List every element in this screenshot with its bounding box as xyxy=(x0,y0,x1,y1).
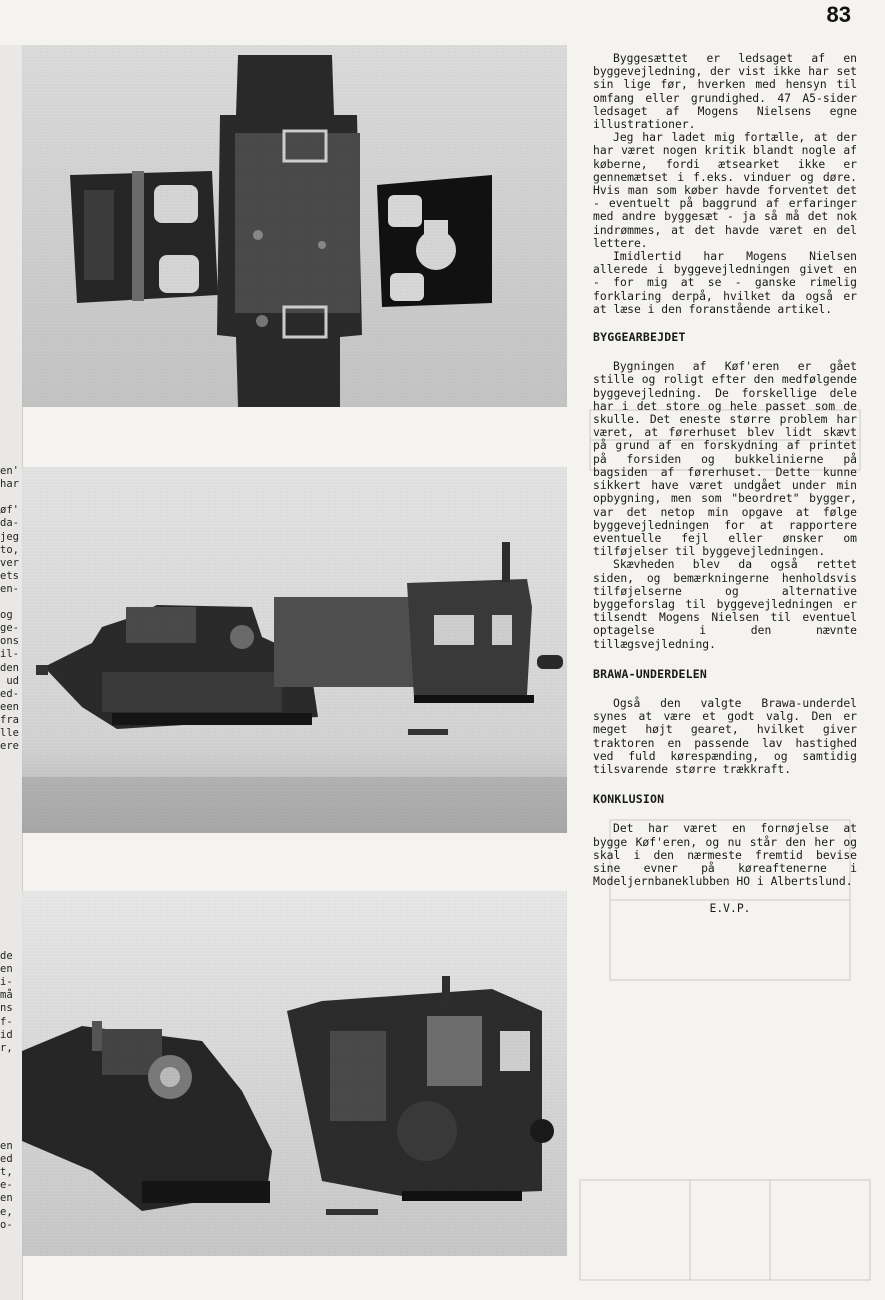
margin-fragment: og xyxy=(0,609,13,622)
margin-fragment: to, xyxy=(0,543,19,556)
section-heading-konklusion: KONKLUSION xyxy=(593,792,665,807)
section-heading-byggearbejdet: BYGGEARBEJDET xyxy=(593,330,686,345)
margin-fragment: t, xyxy=(0,1166,13,1179)
article-column xyxy=(593,52,857,916)
margin-fragment: f- xyxy=(0,1015,13,1028)
byggearbejdet-paragraph-2: Skævheden blev da også rettet siden, og bemærkningerne henholdsvis tilføjelserne og alternative byggeforslag til byggevejledningen er tilsendt Mogens Nielsen til eventuel optagelse i den nævnte tillægsvejledning. xyxy=(593,557,857,651)
margin-fragment: en xyxy=(0,1192,13,1205)
intro-paragraph-2: Jeg har ladet mig fortælle, at der har været nogen kritik blandt nogle af køberne, fordi ætsearket ikke er gennemætset i f.eks. vinduer og døre. Hvis man som køber havde forventet det - eventuelt på baggrund af erfaringer med andre byggesæt - ja så må det nok indrømmes, at det havde været en del lettere. xyxy=(593,130,857,250)
margin-fragment: o- xyxy=(0,1218,13,1231)
margin-fragment: fra xyxy=(0,713,19,726)
brawa-paragraph-1: Også den valgte Brawa-underdel synes at være et godt valg. Den er meget højt gearet, hvilket giver traktoren en passende lav hastighed ved fuld kørespænding, og samtidig tilsvarende større trækkraft. xyxy=(593,695,857,776)
margin-fragment: e, xyxy=(0,1205,13,1218)
margin-fragment: de xyxy=(0,950,13,962)
intro-paragraph-3: Imidlertid har Mogens Nielsen allerede i byggevejledningen givet en - for mig at se - ganske rimelig forklaring derpå, hvilket da også er at læse i den foranstående artikel. xyxy=(593,249,857,316)
margin-fragment: lle xyxy=(0,727,19,739)
photo-assembled-side-view xyxy=(22,467,567,833)
margin-fragment: ed- xyxy=(0,687,19,700)
margin-fragment: e- xyxy=(0,1179,13,1192)
margin-fragment: øf' xyxy=(0,504,19,517)
intro-paragraph-1: Byggesættet er ledsaget af en byggevejledning, der vist ikke har set sin lige før, hverken med hensyn til omfang eller grundighed. 47 A5-sider ledsaget af Mogens Nielsens egne illustrationer. xyxy=(593,51,857,132)
konklusion-paragraph-1: Det har været en fornøjelse at bygge Køf'eren, og nu står den her og skal i den nærmeste fremtid bevise sine evner på køreaftenerne i Modeljernbaneklubben HO i Albertslund. xyxy=(593,821,857,889)
section-heading-brawa-underdelen: BRAWA-UNDERDELEN xyxy=(593,666,707,681)
margin-fragment: r, xyxy=(0,1041,13,1054)
photo-etched-parts xyxy=(22,45,567,407)
margin-fragment: een xyxy=(0,700,19,713)
margin-fragment: da- xyxy=(0,517,19,530)
margin-fragment: id xyxy=(0,1028,13,1041)
margin-fragment: ns xyxy=(0,1002,13,1015)
margin-fragment: i- xyxy=(0,976,13,989)
margin-fragment: en' xyxy=(0,465,19,477)
margin-fragment: il- xyxy=(0,648,19,661)
margin-fragment: ere xyxy=(0,740,19,753)
byggearbejdet-paragraph-1: Bygningen af Køf'eren er gået stille og roligt efter den medfølgende byggevejledning. De forskellige dele har i det store og hele passet som de skulle. Det eneste større problem har været, at førerhuset blev lidt skævt på grund af en forskydning af printet på forsiden og bukkelinierne på bagsiden af førerhuset. Dette kunne sikkert have været undgået under min opbygning, men som "beordret" bygger, var det netop min opgave at følge byggevejledningen for at rapportere eventuelle fejl eller ønsker om tilføjelser til byggevejledningen. xyxy=(593,359,857,559)
photo-assembled-front-view xyxy=(22,891,567,1256)
author-signature: E.V.P. xyxy=(709,901,751,916)
margin-fragment: ver xyxy=(0,556,19,569)
margin-fragment: må xyxy=(0,989,13,1002)
margin-fragment: den xyxy=(0,661,19,674)
adjacent-page-margin xyxy=(0,45,23,1300)
margin-fragment: en- xyxy=(0,582,19,595)
margin-fragment: ets xyxy=(0,569,19,582)
page-number: 83 xyxy=(826,2,851,27)
margin-fragment: ed xyxy=(0,1153,13,1166)
margin-fragment: en xyxy=(0,1140,13,1152)
margin-fragment: har xyxy=(0,478,19,491)
margin-fragment: ge- xyxy=(0,622,19,635)
margin-fragment: en xyxy=(0,963,13,976)
margin-fragment: ud xyxy=(0,674,19,687)
margin-fragment: ons xyxy=(0,635,19,648)
margin-fragment: jeg xyxy=(0,530,19,543)
